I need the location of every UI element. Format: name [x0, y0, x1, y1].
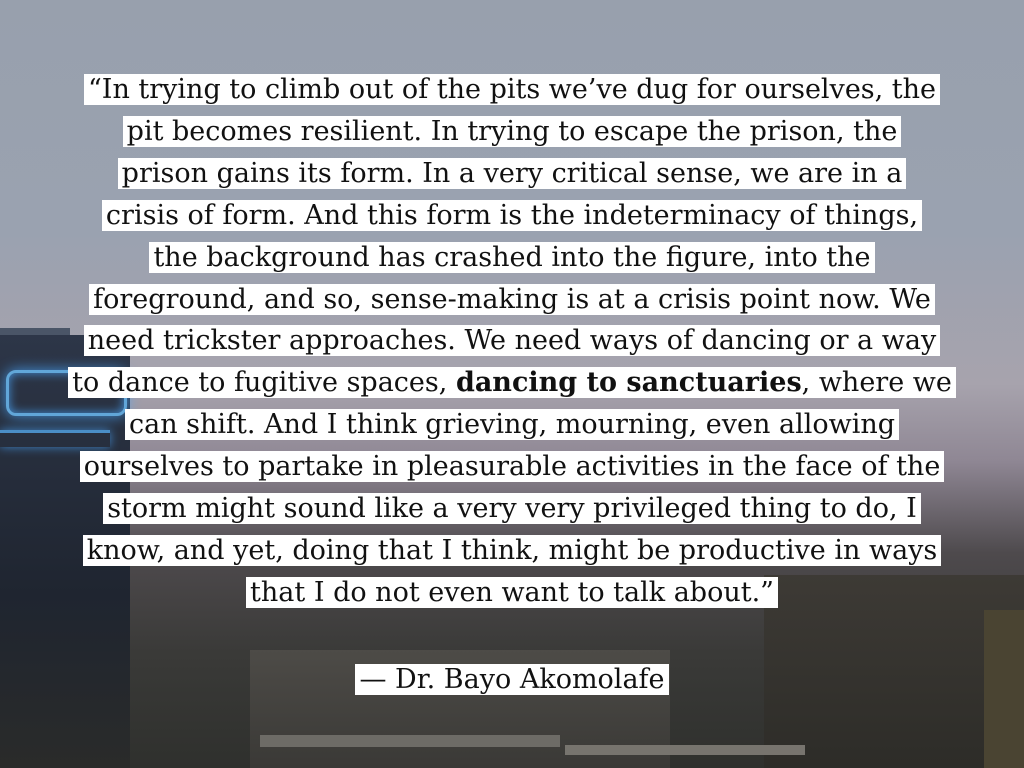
- quote-text: ourselves to partake in pleasurable activities in the face of the: [80, 451, 945, 482]
- quote-text: crisis of form. And this form is the indeterminacy of things,: [102, 200, 922, 231]
- quote-line: [52, 195, 972, 237]
- quote-line: [52, 530, 972, 572]
- quote-line: [52, 446, 972, 488]
- quote-text: that I do not even want to talk about.”: [246, 577, 778, 608]
- quote-bold-phrase: dancing to sanctuaries: [455, 367, 802, 399]
- quote-line: [52, 237, 972, 279]
- roofline-right: [565, 745, 805, 755]
- quote-text: need trickster approaches. We need ways of dancing or a way: [84, 325, 940, 356]
- roofline: [260, 735, 560, 747]
- quote-text-end: , where we: [801, 367, 952, 399]
- quote-line: [52, 572, 972, 614]
- quote-line: [52, 488, 972, 530]
- quote-text: storm might sound like a very very privileged thing to do, I: [103, 493, 921, 524]
- quote-text: prison gains its form. In a very critical sense, we are in a: [118, 158, 907, 189]
- quote-text: foreground, and so, sense-making is at a crisis point now. We: [89, 284, 935, 315]
- quote-block: [52, 69, 972, 614]
- quote-line: [52, 279, 972, 321]
- quote-line: [52, 404, 972, 446]
- attribution: [0, 659, 1024, 700]
- quote-text: pit becomes resilient. In trying to escape the prison, the: [123, 116, 902, 147]
- quote-text-start: to dance to fugitive spaces,: [72, 367, 456, 399]
- quote-line: [52, 69, 972, 111]
- quote-text: “In trying to climb out of the pits we’ve dug for ourselves, the: [84, 74, 940, 105]
- quote-line: [52, 153, 972, 195]
- quote-line: [52, 362, 972, 404]
- quote-text: [68, 367, 956, 398]
- quote-line: [52, 320, 972, 362]
- quote-line: [52, 111, 972, 153]
- quote-text: know, and yet, doing that I think, might be productive in ways: [83, 535, 942, 566]
- attribution-text: — Dr. Bayo Akomolafe: [355, 664, 668, 695]
- quote-text: can shift. And I think grieving, mourning, even allowing: [125, 409, 899, 440]
- quote-text: the background has crashed into the figure, into the: [149, 242, 874, 273]
